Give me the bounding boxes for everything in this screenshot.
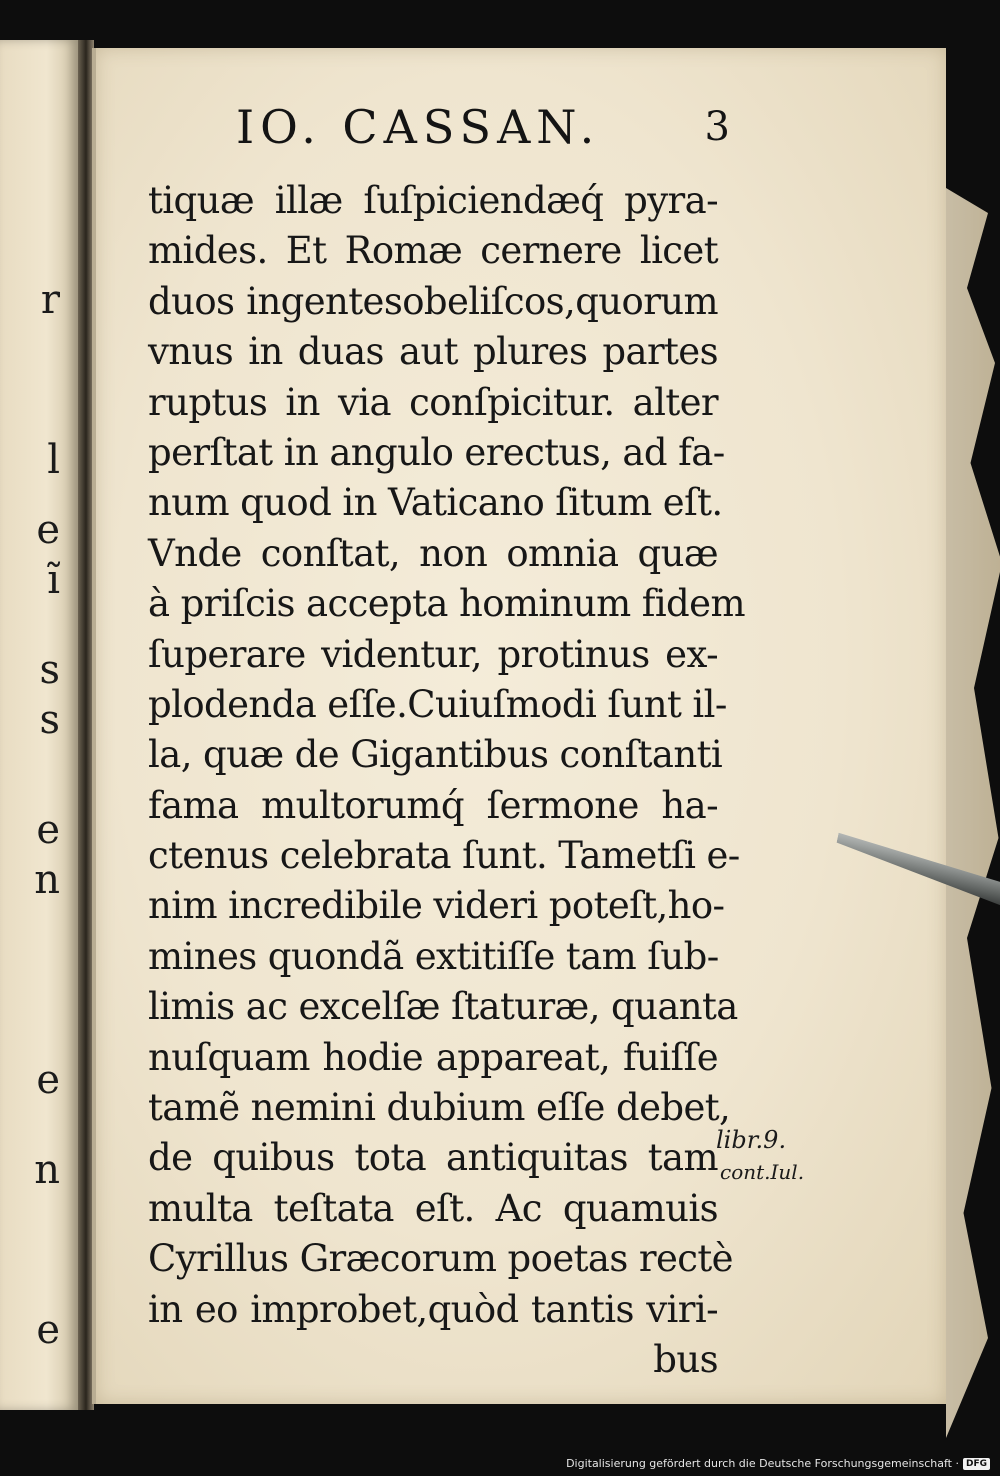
text-line: ctenus celebrata ſunt. Tametſi e- [148,834,740,878]
text-line: mides. Et Romæ cernere licet [148,229,718,273]
marginal-note-line: cont.Iul. [720,1160,805,1184]
facing-page-letter: n [34,1147,60,1193]
dfg-logo: DFG [963,1458,990,1470]
credit-text: Digitalisierung gefördert durch die Deutsche Forschungsgemeinschaft · [566,1457,959,1470]
facing-page-letter: e [36,807,60,853]
text-line: mines quondã extitiſſe tam ſub- [148,934,719,978]
text-line: à priſcis accepta hominum fidem [148,582,745,626]
facing-page-letter: e [36,1307,60,1353]
text-line: nuſquam hodie appareat, fuiſſe [148,1035,718,1079]
text-line: Vnde conſtat, non omnia quæ [148,531,718,575]
facing-page-letter: l [47,437,60,483]
text-line: vnus in duas aut plures partes [148,330,718,374]
text-line: multa teſtata eſt. Ac quamuis [148,1186,718,1230]
text-line: num quod in Vaticano ſitum eſt. [148,481,723,525]
text-line: ſuperare videntur, protinus ex- [148,632,718,676]
text-line: ruptus in via conſpicitur. alter [148,380,718,424]
marginal-note [716,1124,826,1188]
text-line: de quibus tota antiquitas tam [148,1136,718,1180]
marginal-note-line: libr.9. [716,1126,787,1154]
facing-page-letter: s [39,647,60,693]
text-line: plodenda eſſe.Cuiuſmodi ſunt il- [148,682,727,726]
text-line: fama multorumq́ ſermone ha- [148,783,718,827]
text-line: in eo improbet,quòd tantis viri- [148,1287,718,1331]
facing-page-fragment [0,40,78,1410]
body-text [148,176,745,1385]
text-line: la, quæ de Gigantibus conſtanti [148,733,723,777]
facing-page-letter: ĩ [47,557,60,603]
text-line: duos ingentesobeliſcos,quorum [148,279,718,323]
text-line: perſtat in angulo erectus, ad fa- [148,430,725,474]
facing-page-letter: e [36,1057,60,1103]
text-line: tiquæ illæ ſuſpiciendæq́ pyra- [148,179,718,222]
facing-page-letter: e [36,507,60,553]
running-header [150,100,730,160]
running-title: IO. CASSAN. [236,100,601,154]
text-line: Cyrillus Græcorum poetas rectè [148,1237,733,1281]
text-line: limis ac excelſæ ſtaturæ, quanta [148,985,738,1029]
page-number: 3 [704,104,730,150]
torn-page-edge [946,188,1000,1438]
catchword: bus [653,1337,718,1381]
facing-page-letter: n [34,857,60,903]
facing-page-letter: r [40,277,60,323]
facing-page-letter: s [39,697,60,743]
text-line: nim incredibile videri poteſt,ho- [148,884,725,928]
digitization-credit [566,1457,990,1470]
text-line: tamẽ nemini dubium eſſe debet, [148,1086,731,1130]
